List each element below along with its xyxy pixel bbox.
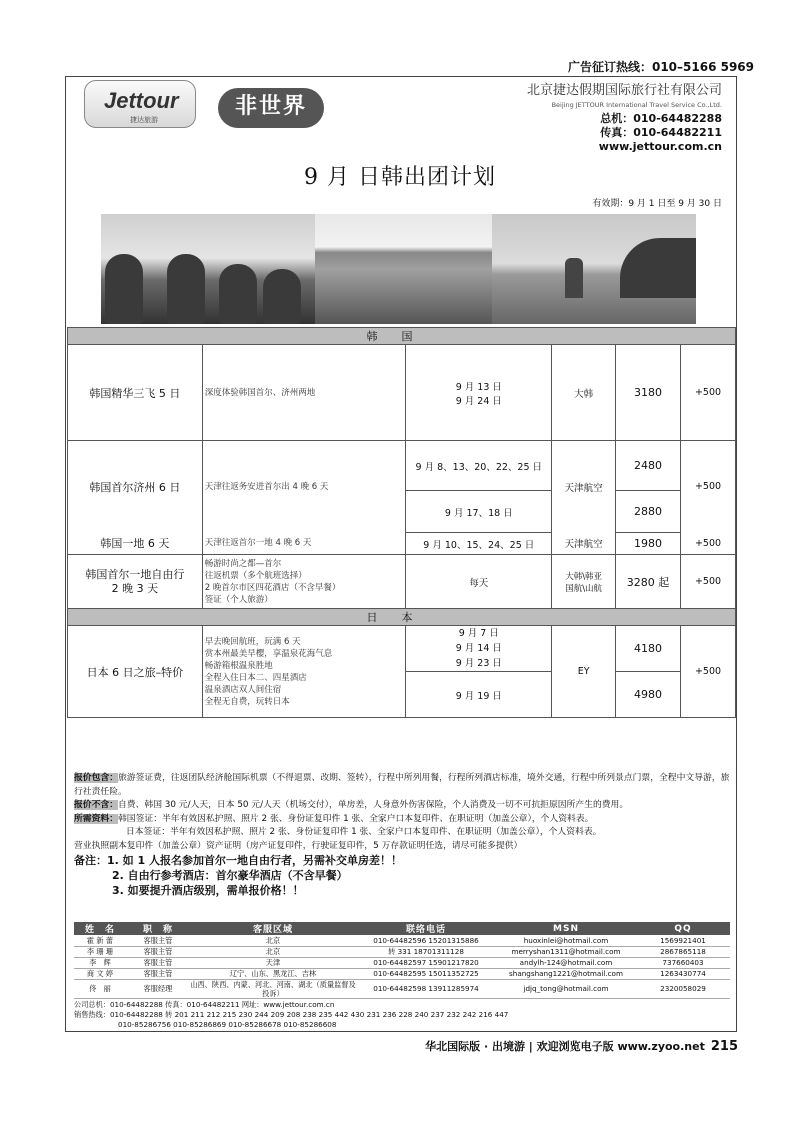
contact-qq: 737660403	[636, 957, 730, 968]
footer-sales-line: 销售热线：010-64482288 转 201 211 212 215 230 244 209 208 238 235 442 430 231 236 228 240 237 232 242 216 447	[74, 1010, 509, 1019]
tour-row	[68, 345, 736, 441]
company-name-cn: 北京捷达假期国际旅行社有限公司	[526, 83, 722, 98]
tour-price: 3280 起	[616, 555, 681, 609]
tour-dates: 9 月 17、18 日	[406, 491, 552, 533]
tour-price: 1980	[616, 533, 681, 555]
business-license-docs: 营业执照副本复印件（加盖公章）资产证明（房产证复印件，行驶证复印件，5 万存款证明任选，请尽可能多提供）	[74, 840, 523, 851]
tour-extra: +500	[681, 533, 736, 555]
tour-schedule-table	[67, 327, 736, 718]
contact-qq: 2867865118	[636, 946, 730, 957]
wonderland-logo: 非世界	[218, 88, 324, 128]
tour-row	[68, 626, 736, 672]
contact-row	[74, 968, 730, 979]
tour-desc: 早去晚回航班，玩满 6 天 赏本州最美早樱，享温泉花海气息 畅游箱根温泉胜地 全程入住日本二、四星酒店 温泉酒店双人间住宿 全程无自费，玩转日本	[202, 626, 406, 718]
contact-name: 李 珊 珊	[74, 946, 126, 957]
contact-region: 天津	[190, 957, 356, 968]
contact-row	[74, 935, 730, 946]
header-phone: 联络电话	[356, 922, 496, 935]
company-phone: 总机：010-64482288	[600, 112, 722, 125]
contact-name: 佟 丽	[74, 979, 126, 998]
tour-name: 韩国精华三飞 5 日	[68, 345, 203, 441]
header-title: 职 称	[126, 922, 190, 935]
header-region: 客服区域	[190, 922, 356, 935]
tour-airline: EY	[552, 626, 616, 718]
page-number: 215	[710, 1039, 738, 1054]
contact-region: 辽宁、山东、黑龙江、吉林	[190, 968, 356, 979]
tour-price: 2880	[616, 491, 681, 533]
contact-phone: 转 331 18701311128	[356, 946, 496, 957]
tour-name: 韩国首尔一地自由行 2 晚 3 天	[68, 555, 203, 609]
tour-desc: 畅游时尚之都—首尔 往返机票（多个航班选择） 2 晚首尔市区四花酒店（不含早餐） 签证（个人旅游）	[202, 555, 406, 609]
tour-name: 韩国一地 6 天	[68, 533, 203, 555]
contact-row	[74, 957, 730, 968]
footer-sales-line-2: 010-85286756 010-85286869 010-85286678 010-85286608	[118, 1020, 337, 1029]
contact-msn: jdjq_tong@hotmail.com	[496, 979, 636, 998]
jettour-logo-subtext: 捷达旅游	[130, 116, 158, 124]
tour-airline: 大韩\韩亚 国航\山航	[552, 555, 616, 609]
sea-rock-shape	[565, 258, 583, 298]
tour-extra: +500	[681, 345, 736, 441]
tour-airline: 大韩	[552, 345, 616, 441]
contact-phone: 010-64482595 15011352725	[356, 968, 496, 979]
tour-desc: 天津往返首尔一地 4 晚 6 天	[202, 533, 406, 555]
contact-phone: 010-64482596 15201315886	[356, 935, 496, 946]
price-excludes-text: 自费、韩国 30 元/人天，日本 50 元/人天（机场交付），单房差，人身意外伤害保险，个人消费及一切不可抗拒原因所产生的费用。	[118, 800, 629, 810]
contact-title: 客服经理	[126, 979, 190, 998]
page-title: 9 月 日韩出团计划	[304, 165, 496, 190]
header-msn: MSN	[496, 922, 636, 935]
price-includes-text: 旅游签证费，往返团队经济舱国际机票（不得退票、改期、签转），行程中所列用餐，行程所列酒店标准，境外交通，行程中所列景点门票，全程中文导游，旅行社责任险。	[74, 773, 730, 797]
tour-dates: 9 月 8、13、20、22、25 日	[406, 441, 552, 491]
footer-text: 华北国际版 · 出境游 | 欢迎浏览电子版 www.zyoo.net	[425, 1040, 705, 1053]
tour-price: 2480	[616, 441, 681, 491]
contact-name: 商 文 婷	[74, 968, 126, 979]
tour-airline: 天津航空	[552, 441, 616, 533]
remark-1	[74, 853, 730, 868]
statue-shape	[263, 269, 301, 324]
japan-visa-docs: 日本签证：半年有效因私护照、照片 2 张、身份证复印件 1 张、全家户口本复印件、在职证明（加盖公章），个人资料表。	[126, 827, 602, 837]
contact-row	[74, 946, 730, 957]
company-info	[527, 84, 722, 154]
contact-msn: shangshang1221@hotmail.com	[496, 968, 636, 979]
validity-period: 有效期：9 月 1 日至 9 月 30 日	[592, 199, 722, 209]
tour-extra: +500	[681, 626, 736, 718]
remark-2: 2. 自由行参考酒店：首尔豪华酒店（不含早餐）	[112, 869, 348, 882]
price-excludes-label: 报价不含：	[74, 800, 118, 810]
tour-dates: 每天	[406, 555, 552, 609]
tour-notes	[74, 772, 730, 898]
tour-extra: +500	[681, 555, 736, 609]
tour-dates: 9 月 10、15、24、25 日	[406, 533, 552, 555]
statue-shape	[105, 254, 143, 324]
page-footer	[425, 1038, 738, 1054]
remark-label: 备注：	[74, 854, 107, 867]
company-name-en: Beijing JETTOUR International Travel Service Co.,Ltd.	[551, 101, 722, 109]
statue-shape	[219, 264, 257, 324]
jettour-logo-text: Jettour	[104, 88, 179, 113]
price-includes-label: 报价包含：	[74, 773, 118, 783]
company-fax: 传真：010-64482211	[600, 126, 722, 139]
price-includes	[74, 772, 730, 799]
tour-desc: 天津往返务安进首尔出 4 晚 6 天	[202, 441, 406, 533]
contact-name: 霍 新 蕾	[74, 935, 126, 946]
tour-desc: 深度体验韩国首尔、济州两地	[202, 345, 406, 441]
required-docs-label: 所需资料：	[74, 813, 118, 824]
tour-dates: 9 月 7 日 9 月 14 日 9 月 23 日	[406, 626, 552, 672]
header-qq: QQ	[636, 922, 730, 935]
contact-title: 客服主管	[126, 946, 190, 957]
price-excludes	[74, 799, 730, 813]
required-docs	[74, 813, 730, 827]
contact-phone: 010-64482597 15901217820	[356, 957, 496, 968]
tour-row	[68, 533, 736, 555]
contact-row	[74, 979, 730, 998]
contact-title: 客服主管	[126, 968, 190, 979]
tour-dates: 9 月 13 日 9 月 24 日	[406, 345, 552, 441]
header-name: 姓 名	[74, 922, 126, 935]
ad-hotline: 广告征订热线：010–5166 5969	[567, 60, 754, 74]
section-korea: 韩国	[68, 328, 736, 345]
tour-price: 4180	[616, 626, 681, 672]
contact-msn: andylh-124@hotmail.com	[496, 957, 636, 968]
contact-table	[74, 922, 730, 999]
tour-row	[68, 441, 736, 491]
contact-title: 客服主管	[126, 957, 190, 968]
company-website[interactable]: www.jettour.com.cn	[598, 140, 722, 153]
contact-phone: 010-64482598 13911285974	[356, 979, 496, 998]
remark-3: 3. 如要提升酒店级别，需单报价格！！	[112, 884, 304, 897]
tour-extra: +500	[681, 441, 736, 533]
tour-airline: 天津航空	[552, 533, 616, 555]
korea-visa-docs: 韩国签证：半年有效因私护照、照片 2 张、身份证复印件 1 张、全家户口本复印件、在职证明（加盖公章），个人资料表。	[118, 813, 594, 824]
contact-region: 北京	[190, 946, 356, 957]
tour-name: 韩国首尔济州 6 日	[68, 441, 203, 533]
contact-msn: merryshan1311@hotmail.com	[496, 946, 636, 957]
remark-1-text: 1. 如 1 人报名参加首尔一地自由行者，另需补交单房差！！	[107, 854, 402, 867]
contact-qq: 1263430774	[636, 968, 730, 979]
tour-price: 4980	[616, 672, 681, 718]
contact-msn: huoxinlei@hotmail.com	[496, 935, 636, 946]
statue-shape	[167, 254, 205, 324]
contact-region: 山西、陕西、内蒙、河北、河南、湖北（质量监督及投诉）	[190, 979, 356, 998]
photo-flower-field	[315, 214, 492, 324]
section-japan: 日本	[68, 609, 736, 626]
contact-region: 北京	[190, 935, 356, 946]
tour-name: 日本 6 日之旅–特价	[68, 626, 203, 718]
contact-title: 客服主管	[126, 935, 190, 946]
contact-name: 李 辉	[74, 957, 126, 968]
tour-row	[68, 555, 736, 609]
tour-price: 3180	[616, 345, 681, 441]
contact-qq: 2320058029	[636, 979, 730, 998]
contact-qq: 1569921401	[636, 935, 730, 946]
footer-company-line: 公司总机：010-64482288 传真：010-64482211 网址：www.jettour.com.cn	[74, 1000, 335, 1009]
photo-stone-statues	[101, 214, 315, 324]
tour-dates: 9 月 19 日	[406, 672, 552, 718]
